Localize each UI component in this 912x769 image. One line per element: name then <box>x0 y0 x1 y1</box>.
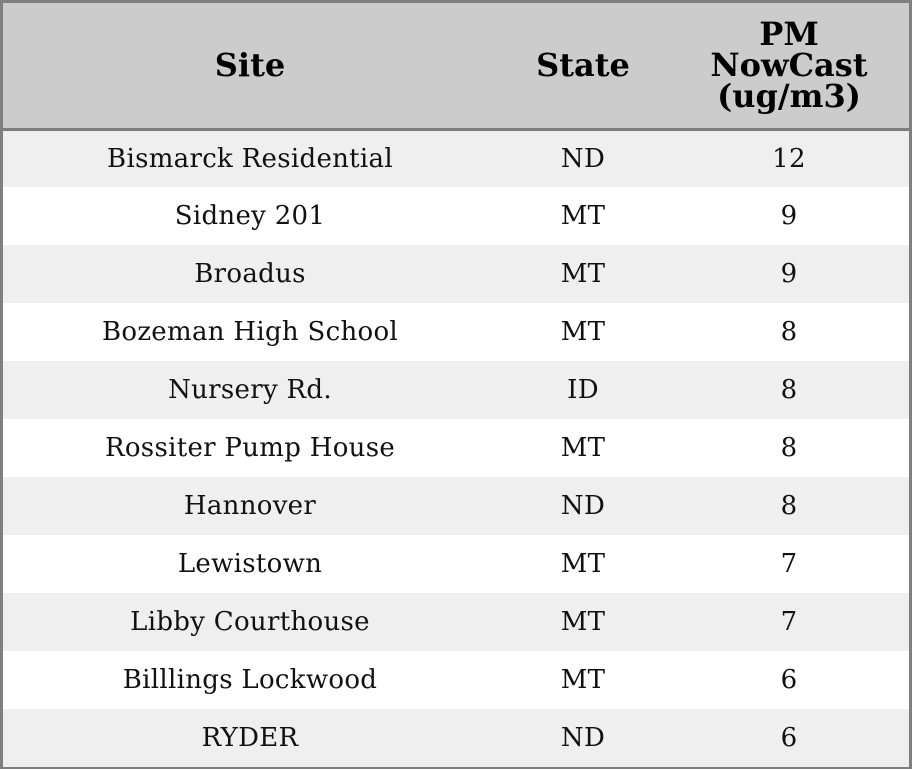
state-cell: MT <box>560 665 606 695</box>
pm-value-cell: 6 <box>780 723 798 753</box>
pm-value-cell: 8 <box>780 317 798 347</box>
pm-value-cell: 9 <box>780 259 798 289</box>
header-pm-nowcast <box>669 3 909 129</box>
state-cell: MT <box>560 433 606 463</box>
table-body <box>3 129 909 767</box>
site-cell: Lewistown <box>177 549 323 579</box>
site-cell: Billlings Lockwood <box>122 665 378 695</box>
header-pm-line-3: (ug/m3) <box>717 76 861 115</box>
table-row <box>3 477 909 535</box>
pm-value-cell: 8 <box>780 375 798 405</box>
table-row <box>3 245 909 303</box>
table-row <box>3 593 909 651</box>
site-cell: Rossiter Pump House <box>104 433 396 463</box>
state-cell: MT <box>560 259 606 289</box>
state-cell: MT <box>560 201 606 231</box>
table-row <box>3 129 909 187</box>
table-header <box>3 3 909 129</box>
header-pm-line-1: PM <box>759 14 819 53</box>
header-state-label: State <box>536 45 630 84</box>
pm-value-cell: 8 <box>780 433 798 463</box>
state-cell: ND <box>560 143 606 174</box>
table-row <box>3 303 909 361</box>
pm-value-cell: 9 <box>780 201 798 231</box>
state-cell: MT <box>560 607 606 637</box>
header-site-label: Site <box>214 45 286 84</box>
state-cell: ID <box>567 375 599 405</box>
pm-value-cell: 8 <box>780 491 798 521</box>
pm-value-cell: 6 <box>780 665 798 695</box>
pm-value-cell: 7 <box>780 549 798 579</box>
state-cell: MT <box>560 317 606 347</box>
site-cell: Hannover <box>183 491 317 521</box>
table-row <box>3 709 909 767</box>
site-cell: Libby Courthouse <box>130 607 370 637</box>
site-cell: RYDER <box>201 723 299 753</box>
site-cell: Bismarck Residential <box>107 143 393 174</box>
table-row <box>3 187 909 245</box>
state-cell: ND <box>560 723 606 753</box>
header-pm-line-2: NowCast <box>710 45 868 84</box>
pm-value-cell: 7 <box>780 607 798 637</box>
table-row <box>3 361 909 419</box>
state-cell: ND <box>560 491 606 521</box>
header-state <box>497 3 669 129</box>
table-row <box>3 535 909 593</box>
site-cell: Bozeman High School <box>101 317 399 347</box>
pm-nowcast-table <box>3 3 909 767</box>
state-cell: MT <box>560 549 606 579</box>
site-cell: Sidney 201 <box>174 201 326 231</box>
table-row <box>3 419 909 477</box>
site-cell: Nursery Rd. <box>168 375 332 405</box>
pm-value-cell: 12 <box>772 143 806 174</box>
header-site <box>3 3 497 129</box>
table-row <box>3 651 909 709</box>
site-cell: Broadus <box>194 259 306 289</box>
header-row <box>3 3 909 129</box>
